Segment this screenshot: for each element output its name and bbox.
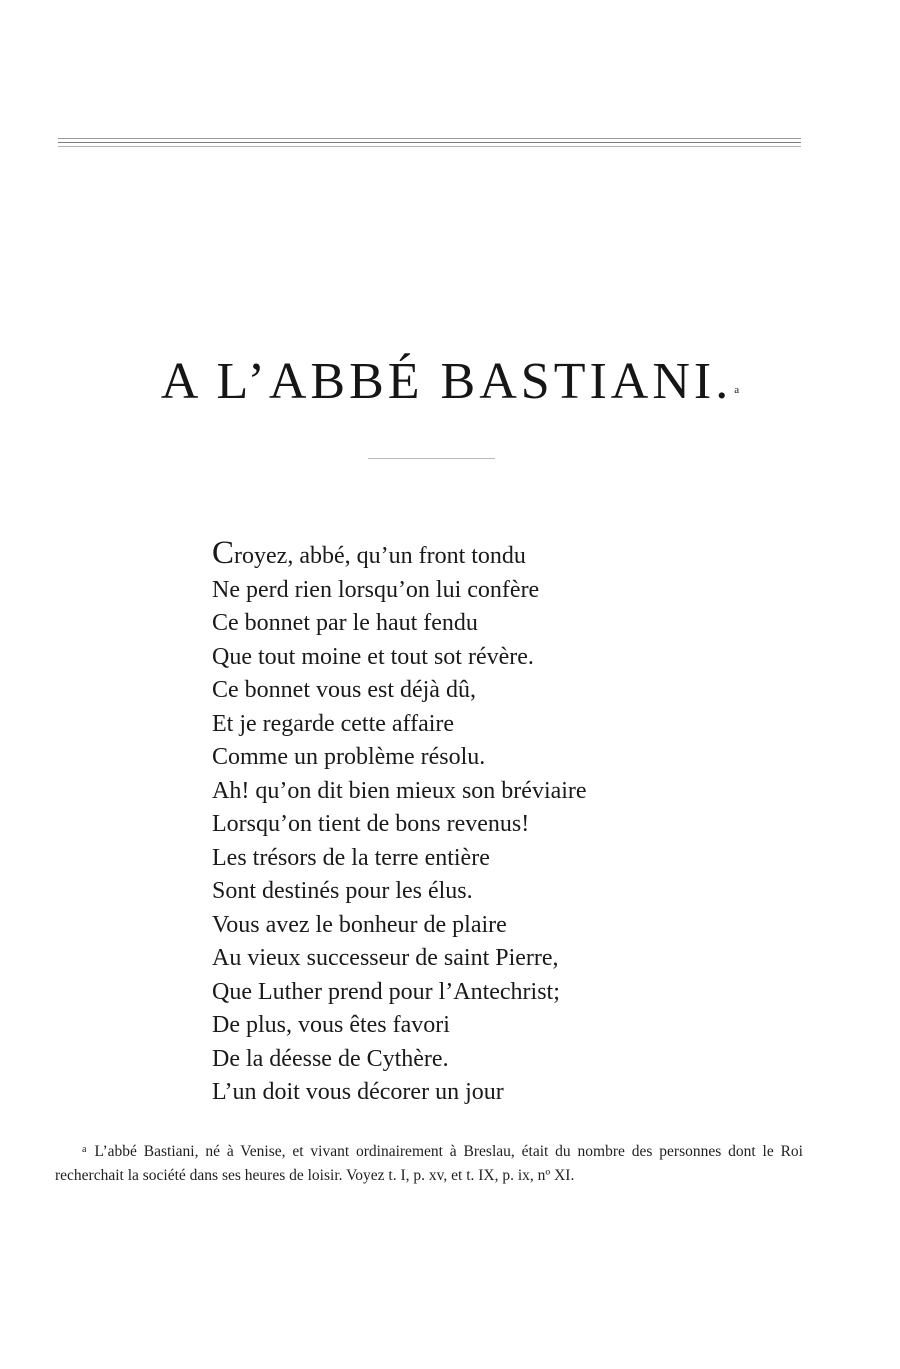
poem-line: Ce bonnet par le haut fendu <box>212 610 478 636</box>
title-note-marker: a <box>734 384 740 396</box>
poem-line: De la déesse de Cythère. <box>212 1045 449 1072</box>
top-double-rule <box>58 138 801 147</box>
drop-cap: C <box>212 535 235 571</box>
poem-line: Vous avez le bonheur de plaire <box>212 911 507 938</box>
poem-line: Et je regarde cette affaire <box>212 710 455 737</box>
poem-line: Lorsqu’on tient de bons revenus! <box>212 811 530 837</box>
poem-line: Ah! qu’on dit bien mieux son bréviaire <box>212 777 587 804</box>
page-title <box>0 352 900 412</box>
title-divider <box>368 458 495 459</box>
poem-line-1 <box>212 535 812 574</box>
poem-line-1-text: royez, abbé, qu’un front tondu <box>234 543 526 569</box>
poem-line: Que Luther prend pour l’Antechrist; <box>212 978 560 1005</box>
poem-line: L’un doit vous décorer un jour <box>212 1079 504 1105</box>
footnote-marker: a <box>82 1144 87 1155</box>
poem-line: Que tout moine et tout sot révère. <box>212 643 534 670</box>
poem-line: Sont destinés pour les élus. <box>212 878 473 904</box>
poem-line: Ce bonnet vous est déjà dû, <box>212 677 476 703</box>
poem <box>212 535 812 1110</box>
poem-line: Ne perd rien lorsqu’on lui confère <box>212 576 540 603</box>
poem-line: Les trésors de la terre entière <box>212 844 490 871</box>
title-text: A L’ABBÉ BASTIANI. <box>160 353 733 410</box>
poem-line: De plus, vous êtes favori <box>212 1012 450 1038</box>
footnote <box>55 1140 803 1188</box>
footnote-text: L’abbé Bastiani, né à Venise, et vivant ordinairement à Breslau, était du nombre des personnes dont le Roi recherchait la société dans ses heures de loisir. Voyez t. I, p. xv, et t. IX, p. ix, nº XI. <box>55 1143 803 1184</box>
poem-line: Au vieux successeur de saint Pierre, <box>212 945 559 971</box>
poem-line: Comme un problème résolu. <box>212 744 486 770</box>
